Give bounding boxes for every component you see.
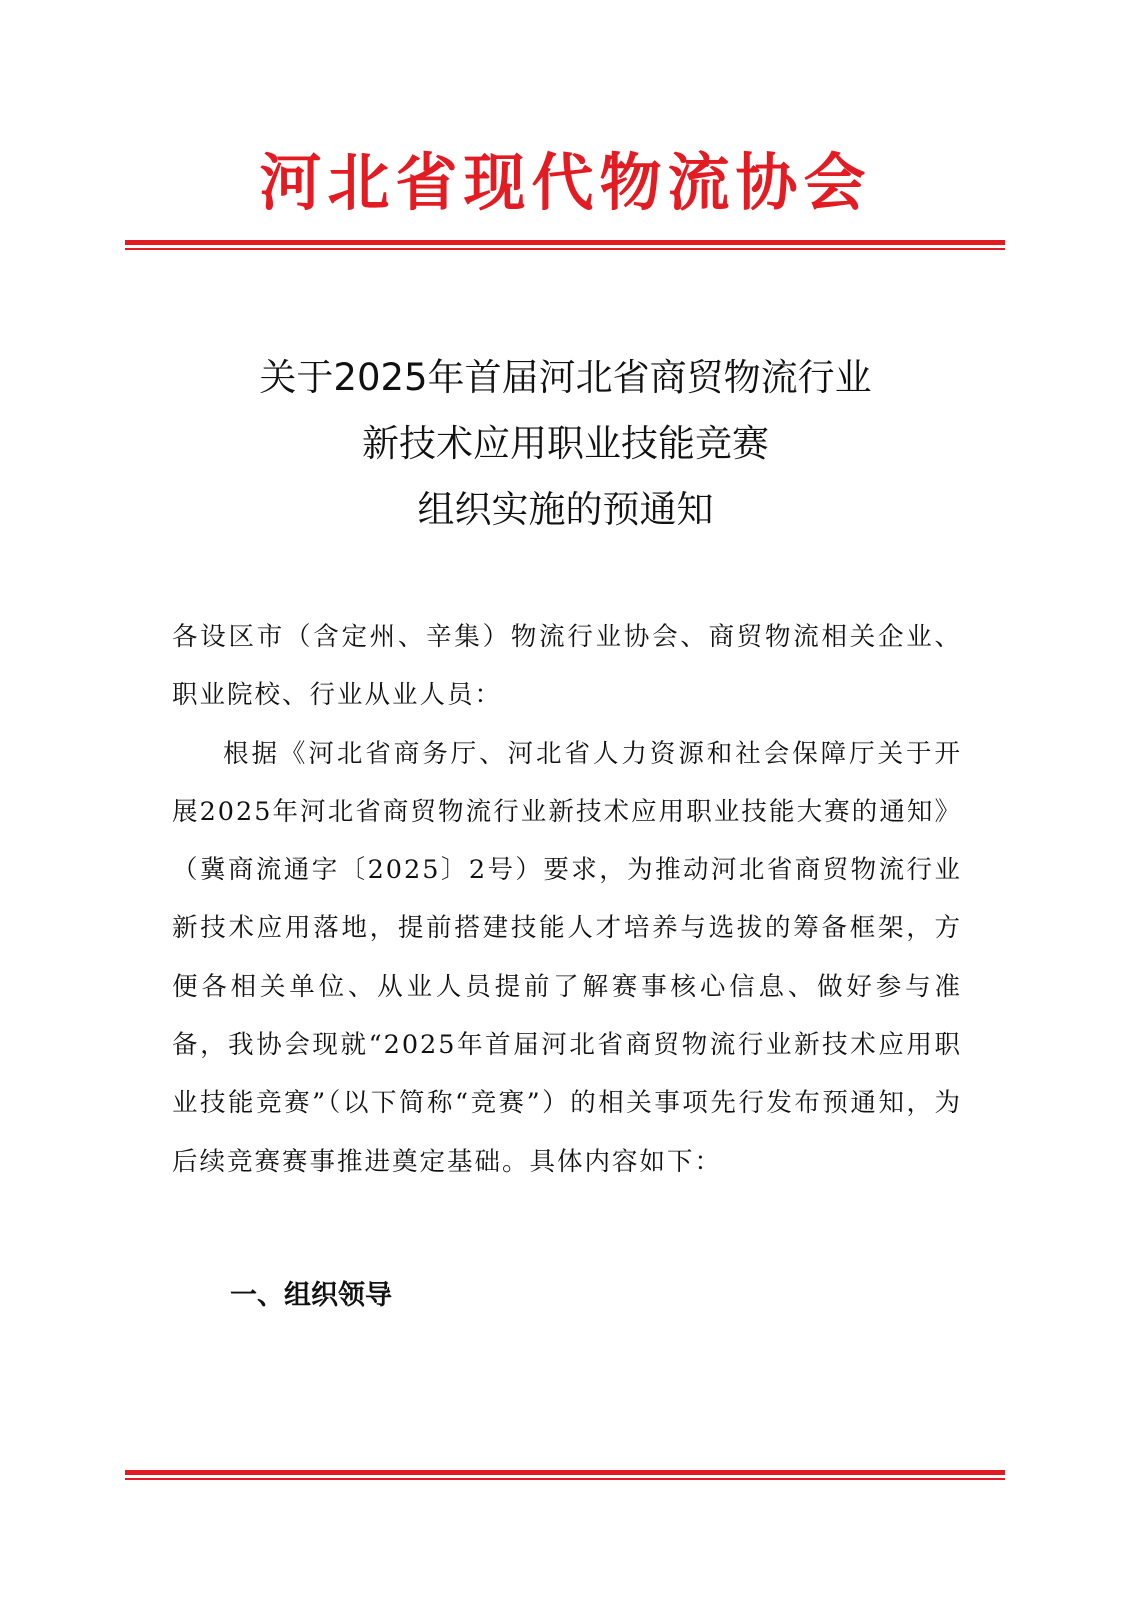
divider-thick-line — [125, 240, 1005, 245]
section-heading: 一、组织领导 — [230, 1280, 392, 1311]
divider-thin-line — [125, 1478, 1005, 1480]
salutation: 各设区市（含定州、辛集）物流行业协会、商贸物流相关企业、职业院校、行业从业人员： — [172, 622, 962, 711]
divider-thin-line — [125, 248, 1005, 250]
body-paragraph: 根据《河北省商务厅、河北省人力资源和社会保障厅关于开展2025年河北省商贸物流行业新技术应用职业技能大赛的通知》（冀商流通字〔2025〕2号）要求，为推动河北省商贸物流行业新技术应用落地，提前搭建技能人才培养与选拔的筹备框架，方便各相关单位、从业人员提前了解赛事核心信息、做好参与准备，我协会现就“2025年首届河北省商贸物流行业新技术应用职业技能竞赛”（以下简称“竞赛”）的相关事项先行发布预通知，为后续竞赛赛事推进奠定基础。具体内容如下： — [172, 738, 962, 1177]
footer-divider — [125, 1470, 1005, 1480]
title-line-2: 新技术应用职业技能竞赛 — [362, 422, 769, 465]
document-title — [0, 345, 1131, 543]
document-body — [172, 608, 962, 1191]
letterhead-org-name: 河北省现代物流协会 — [259, 146, 872, 219]
title-line-3: 组织实施的预通知 — [417, 488, 714, 531]
divider-thick-line — [125, 1470, 1005, 1475]
title-line-1: 关于2025年首届河北省商贸物流行业 — [259, 356, 872, 399]
letterhead-divider-top — [125, 240, 1005, 250]
